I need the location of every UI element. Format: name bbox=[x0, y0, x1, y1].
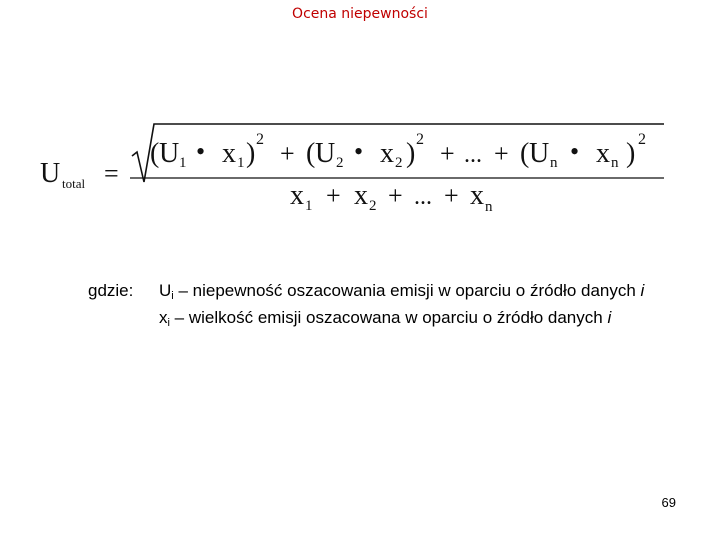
den-x2: x bbox=[354, 180, 368, 211]
xi-symbol: x bbox=[159, 308, 168, 327]
termn-u: U bbox=[529, 138, 550, 169]
dot-n: • bbox=[570, 137, 580, 166]
ellipsis-den: ... bbox=[414, 184, 432, 210]
den-xn: x bbox=[470, 180, 484, 211]
termn-x-sub: n bbox=[611, 155, 619, 171]
term1-x-sub: 1 bbox=[237, 155, 245, 171]
termn-x: x bbox=[596, 138, 610, 169]
plus-num-3: + bbox=[494, 139, 509, 168]
paren-open-2: ( bbox=[306, 138, 316, 169]
dot-2: • bbox=[354, 137, 364, 166]
formula-lhs-u: U bbox=[40, 158, 61, 189]
plus-den-3: + bbox=[444, 181, 459, 210]
plus-num-2: + bbox=[440, 139, 455, 168]
xi-sub: i bbox=[167, 317, 170, 329]
plus-den-1: + bbox=[326, 181, 341, 210]
termn-power: 2 bbox=[638, 131, 646, 148]
term2-x-sub: 2 bbox=[395, 155, 403, 171]
radical-sign bbox=[132, 124, 664, 182]
den-x1-sub: 1 bbox=[305, 198, 313, 214]
formula-lhs-sub: total bbox=[62, 176, 86, 191]
term1-power: 2 bbox=[256, 131, 264, 148]
ui-var: i bbox=[640, 281, 645, 300]
term2-u-sub: 2 bbox=[336, 155, 344, 171]
term2-power: 2 bbox=[416, 131, 424, 148]
paren-close-n: ) bbox=[626, 138, 636, 169]
formula-equals: = bbox=[104, 159, 119, 188]
legend-line-ui bbox=[159, 280, 644, 307]
term1-x: x bbox=[222, 138, 236, 169]
slide-title: Ocena niepewności bbox=[292, 6, 428, 22]
den-xn-sub: n bbox=[485, 199, 493, 215]
ui-symbol: U bbox=[159, 281, 172, 300]
term2-x: x bbox=[380, 138, 394, 169]
term1-u-sub: 1 bbox=[179, 155, 187, 171]
paren-open-1: ( bbox=[150, 138, 160, 169]
legend-line-xi bbox=[159, 307, 644, 334]
termn-u-sub: n bbox=[550, 155, 558, 171]
dot-1: • bbox=[196, 137, 206, 166]
plus-den-2: + bbox=[388, 181, 403, 210]
legend-block bbox=[88, 280, 644, 334]
ui-sub: i bbox=[171, 290, 174, 302]
uncertainty-formula bbox=[36, 118, 676, 218]
plus-num-1: + bbox=[280, 139, 295, 168]
page-number: 69 bbox=[661, 495, 676, 510]
paren-close-1: ) bbox=[246, 138, 256, 169]
gdzie-label: gdzie: bbox=[88, 281, 134, 300]
term1-u: U bbox=[159, 138, 180, 169]
term2-u: U bbox=[315, 138, 336, 169]
xi-description: – wielkość emisji oszacowana w oparciu o źródło danych bbox=[169, 308, 608, 327]
den-x1: x bbox=[290, 180, 304, 211]
ellipsis-num: ... bbox=[464, 142, 482, 168]
xi-var: i bbox=[607, 308, 612, 327]
paren-open-n: ( bbox=[520, 138, 530, 169]
ui-description: – niepewność oszacowania emisji w oparciu o źródło danych bbox=[173, 281, 641, 300]
den-x2-sub: 2 bbox=[369, 198, 377, 214]
paren-close-2: ) bbox=[406, 138, 416, 169]
